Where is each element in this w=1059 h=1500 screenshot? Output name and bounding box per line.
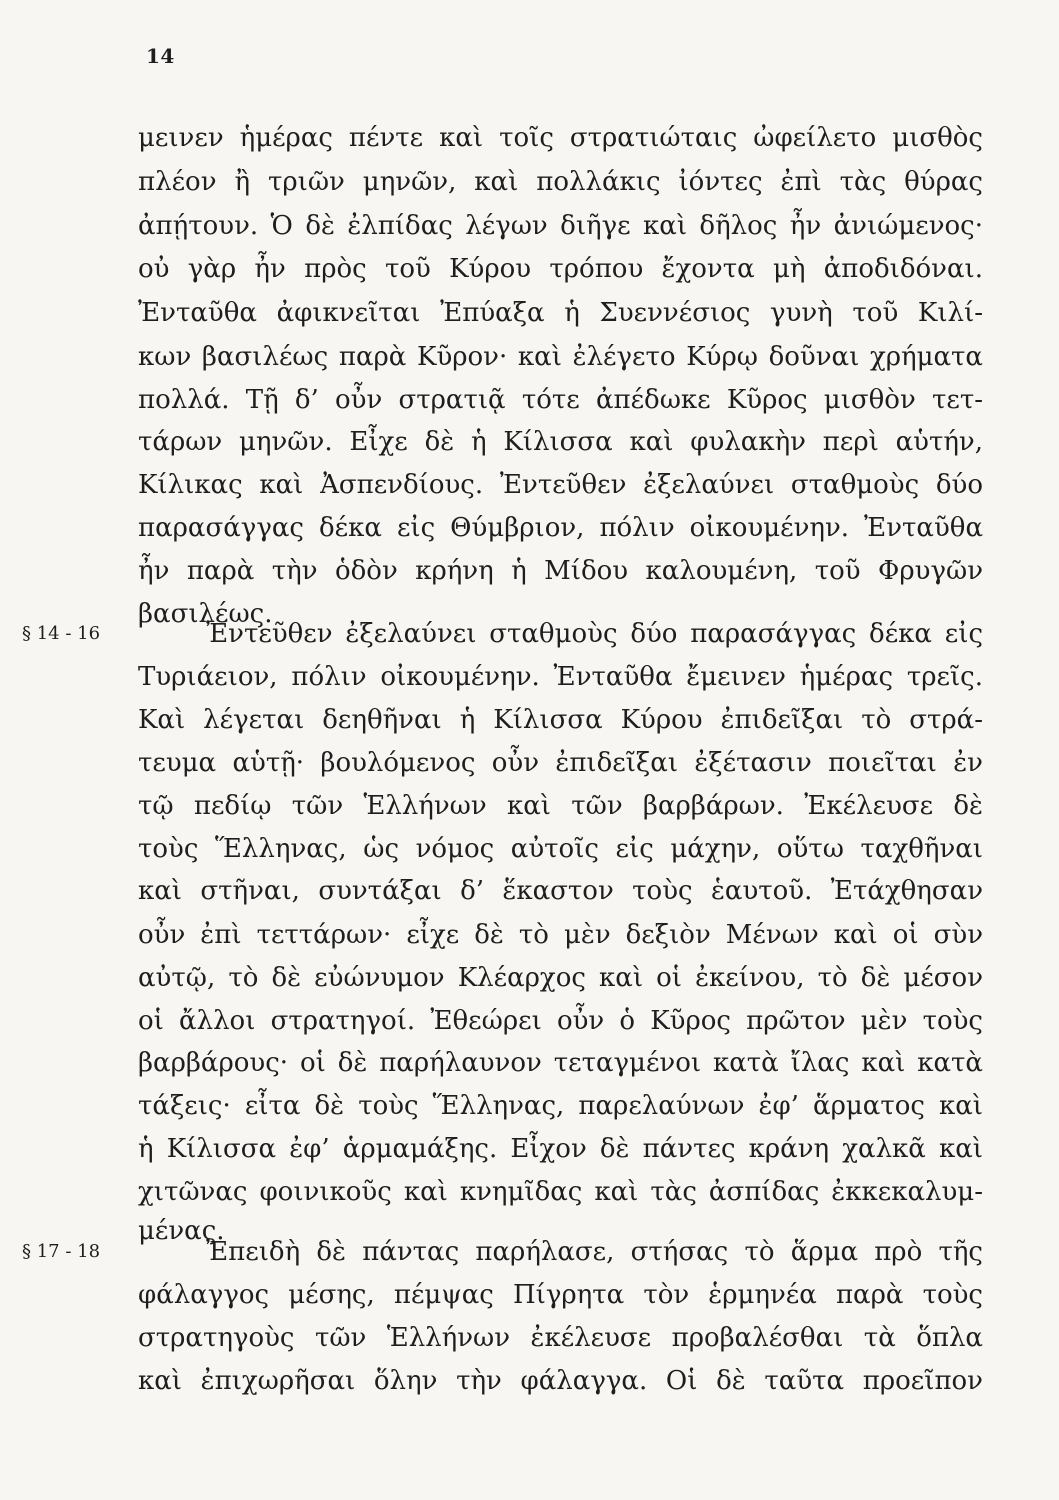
text-line: κων βασιλέως παρὰ Κῦρον· καὶ ἐλέγετο Κύρῳ δοῦναι χρήματα xyxy=(138,342,983,372)
text-line: τάρων μηνῶν. Εἶχε δὲ ἡ Κίλισσα καὶ φυλακὴν περὶ αὑτήν, xyxy=(138,427,983,457)
section-marker-14-16: § 14 - 16 xyxy=(22,623,101,644)
text-line: ἀπῄτουν. Ὁ δὲ ἐλπίδας λέγων διῆγε καὶ δῆλος ἦν ἀνιώμενος· xyxy=(138,211,983,241)
text-line: βαρβάρους· οἱ δὲ παρήλαυνον τεταγμένοι κατὰ ἴλας καὶ κατὰ xyxy=(138,1048,983,1078)
text-line: καὶ στῆναι, συντάξαι δ’ ἕκαστον τοὺς ἑαυτοῦ. Ἐτάχθησαν xyxy=(138,876,983,906)
text-line: πλέον ἢ τριῶν μηνῶν, καὶ πολλάκις ἰόντες ἐπὶ τὰς θύρας xyxy=(138,167,983,197)
text-line: οὐ γὰρ ἦν πρὸς τοῦ Κύρου τρόπου ἔχοντα μὴ ἀποδιδόναι. xyxy=(138,254,983,284)
text-line: τάξεις· εἶτα δὲ τοὺς Ἕλληνας, παρελαύνων ἐφ’ ἅρματος καὶ xyxy=(138,1091,983,1121)
text-line: χιτῶνας φοινικοῦς καὶ κνημῖδας καὶ τὰς ἀσπίδας ἐκκεκαλυμ- xyxy=(138,1177,983,1207)
text-line: παρασάγγας δέκα εἰς Θύμβριον, πόλιν οἰκουμένην. Ἐνταῦθα xyxy=(138,513,983,543)
text-line: φάλαγγος μέσης, πέμψας Πίγρητα τὸν ἑρμηνέα παρὰ τοὺς xyxy=(138,1280,983,1310)
text-line: Ἐντεῦθεν ἐξελαύνει σταθμοὺς δύο παρασάγγας δέκα εἰς xyxy=(206,619,983,649)
text-line: οἱ ἄλλοι στρατηγοί. Ἐθεώρει οὖν ὁ Κῦρος πρῶτον μὲν τοὺς xyxy=(138,1006,983,1036)
text-line: μένας. xyxy=(138,1216,225,1246)
text-line: ἦν παρὰ τὴν ὁδὸν κρήνη ἡ Μίδου καλουμένη, τοῦ Φρυγῶν xyxy=(138,556,983,586)
text-line: οὖν ἐπὶ τεττάρων· εἶχε δὲ τὸ μὲν δεξιὸν Μένων καὶ οἱ σὺν xyxy=(138,920,983,950)
text-line: τῷ πεδίῳ τῶν Ἑλλήνων καὶ τῶν βαρβάρων. Ἐκέλευσε δὲ xyxy=(138,791,983,821)
text-line: βασιλέως. xyxy=(138,599,273,629)
text-line: Καὶ λέγεται δεηθῆναι ἡ Κίλισσα Κύρου ἐπιδεῖξαι τὸ στρά- xyxy=(138,705,983,735)
text-line: τευμα αὑτῇ· βουλόμενος οὖν ἐπιδεῖξαι ἐξέτασιν ποιεῖται ἐν xyxy=(138,748,983,778)
text-line: μεινεν ἡμέρας πέντε καὶ τοῖς στρατιώταις ὠφείλετο μισθὸς xyxy=(138,123,983,153)
section-marker-17-18: § 17 - 18 xyxy=(22,1241,101,1262)
text-line: καὶ ἐπιχωρῆσαι ὅλην τὴν φάλαγγα. Οἱ δὲ ταῦτα προεῖπον xyxy=(138,1366,983,1396)
text-line: Ἐπειδὴ δὲ πάντας παρήλασε, στήσας τὸ ἅρμα πρὸ τῆς xyxy=(206,1237,983,1267)
text-line: Ἐνταῦθα ἀφικνεῖται Ἐπύαξα ἡ Συεννέσιος γυνὴ τοῦ Κιλί- xyxy=(138,298,983,328)
text-line: στρατηγοὺς τῶν Ἑλλήνων ἐκέλευσε προβαλέσθαι τὰ ὅπλα xyxy=(138,1323,983,1353)
text-line: Τυριάειον, πόλιν οἰκουμένην. Ἐνταῦθα ἔμεινεν ἡμέρας τρεῖς. xyxy=(138,662,983,692)
text-line: πολλά. Τῇ δ’ οὖν στρατιᾷ τότε ἀπέδωκε Κῦρος μισθὸν τετ- xyxy=(138,385,983,415)
text-line: ἡ Κίλισσα ἐφ’ ἁρμαμάξης. Εἶχον δὲ πάντες κράνη χαλκᾶ καὶ xyxy=(138,1134,983,1164)
text-line: Κίλικας καὶ Ἀσπενδίους. Ἐντεῦθεν ἐξελαύνει σταθμοὺς δύο xyxy=(138,470,983,500)
page-number: 14 xyxy=(146,44,175,68)
text-line: αὐτῷ, τὸ δὲ εὐώνυμον Κλέαρχος καὶ οἱ ἐκείνου, τὸ δὲ μέσον xyxy=(138,963,983,993)
text-line: τοὺς Ἕλληνας, ὡς νόμος αὐτοῖς εἰς μάχην, οὕτω ταχθῆναι xyxy=(138,834,983,864)
